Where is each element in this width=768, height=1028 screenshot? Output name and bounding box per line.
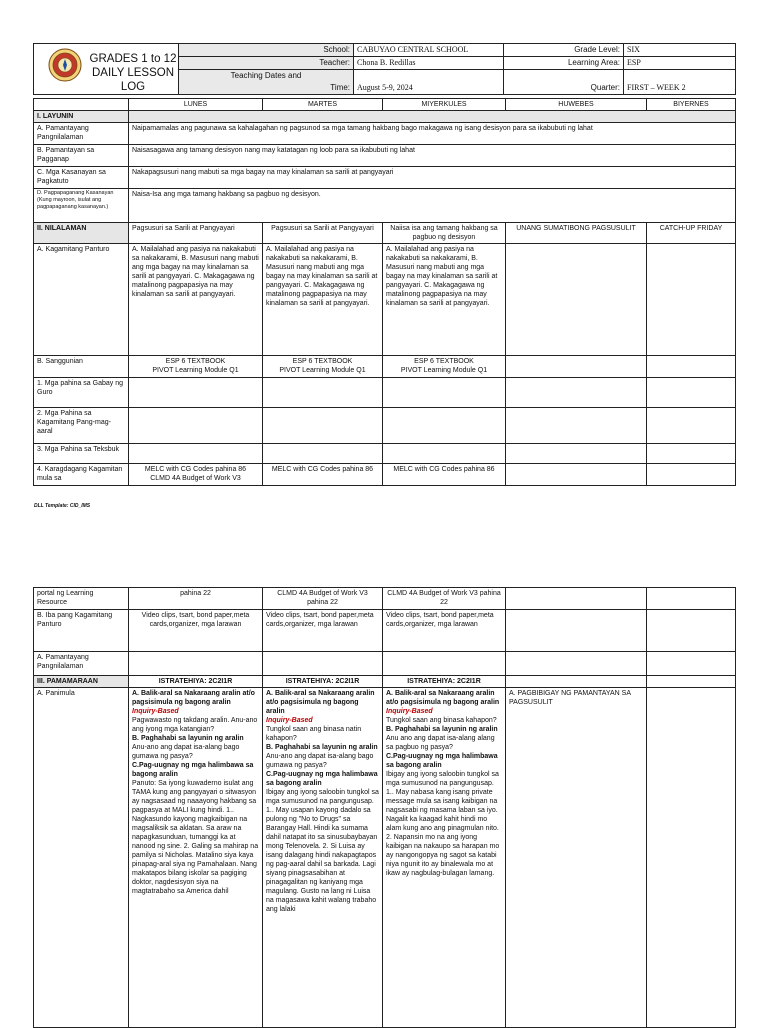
sanggunian-line-2: PIVOT Learning Module Q1	[152, 367, 239, 374]
cell-biyernes	[647, 688, 736, 1028]
miyerkules-text-2: Anu ano ang dapat isa-alang alang sa pagbuo ng pasya?	[386, 735, 495, 751]
sanggunian-line-2: PIVOT Learning Module Q1	[279, 367, 366, 374]
cell-biyernes	[647, 356, 736, 378]
section-label: II. NILALAMAN	[34, 223, 129, 244]
section-fill	[129, 111, 736, 123]
cell-lunes	[129, 356, 263, 378]
cell-lunes: Pagsusuri sa Sarili at Pangyayari	[129, 223, 263, 244]
cell-miyerkules: Video clips, tsart, bond paper,meta cards,organizer, mga larawan	[383, 610, 506, 652]
cell-miyerkules: ISTRATEHIYA: 2C2I1R	[383, 676, 506, 688]
empty-cell	[647, 444, 736, 464]
empty-cell	[506, 652, 647, 676]
cell-lunes: Video clips, tsart, bond paper,meta cards,organizer, mga larawan	[129, 610, 263, 652]
cell-lunes: pahina 22	[129, 588, 263, 610]
blank-header-cell	[34, 99, 129, 111]
empty-cell	[129, 652, 263, 676]
empty-cell	[263, 408, 383, 444]
empty-cell	[263, 444, 383, 464]
empty-cell	[506, 444, 647, 464]
table-row	[34, 378, 736, 408]
lunes-text-2: Anu-ano ang dapat isa-alang bago gumawa ng pasya?	[132, 744, 240, 760]
section-label: I. LAYUNIN	[34, 111, 129, 123]
balik-aral-heading: A. Balik-aral sa Nakaraang aralin at/o pagsisimula ng bagong aralin	[266, 690, 375, 715]
balik-aral-heading: A. Balik-aral sa Nakaraang aralin at/o pagsisimula ng bagong aralin	[386, 690, 500, 706]
row-label: A. Panimula	[34, 688, 129, 1028]
karagdagang-line-2: CLMD 4A Budget of Work V3	[150, 475, 241, 482]
dates-value: August 5-9, 2024	[354, 70, 504, 95]
empty-cell	[129, 408, 263, 444]
row-label: 3. Mga Pahina sa Teksbuk	[34, 444, 129, 464]
lunes-text-1: Pagwawasto ng takdang aralin. Anu-ano ang iyong mga katangian?	[132, 717, 258, 733]
school-value: CABUYAO CENTRAL SCHOOL	[354, 44, 504, 57]
pag-uugnay-heading: C.Pag-uugnay ng mga halimbawa sa bagong aralin	[386, 753, 498, 769]
row-label: A. Kagamitang Panturo	[34, 244, 129, 356]
cell-martes: CLMD 4A Budget of Work V3 pahina 22	[263, 588, 383, 610]
quarter-value: FIRST – WEEK 2	[624, 70, 736, 95]
table-row	[34, 408, 736, 444]
time-label: Time:	[179, 82, 354, 95]
row-label: 1. Mga pahina sa Gabay ng Guro	[34, 378, 129, 408]
empty-cell	[263, 652, 383, 676]
day-huwebes: HUWEBES	[506, 99, 647, 111]
sanggunian-line-1: ESP 6 TEXTBOOK	[292, 358, 353, 365]
nilalaman-row	[34, 223, 736, 244]
miyerkules-text-3: Ibigay ang iyong saloobin tungkol sa mga sumusunod na pangungusap. 1.. May nabasa kang isang private message mula sa isang kaibigan na nagsasabi ng masama laban sa iyo. Nagalit ka kaagad kahit hindi mo alam kung ano ang pinagmulan nito. 2. Napansin mo na ang iyong kaibigan na nakaupo sa harapan mo ay nangongopya ng sagot sa katabi niya ngunit ito ay binalewala mo at ikaw ay nagbulag-bulagan lamang.	[386, 771, 500, 877]
table-row	[34, 652, 736, 676]
table-row	[34, 444, 736, 464]
cell-huwebes	[506, 588, 647, 610]
cell-biyernes	[647, 676, 736, 688]
cell-biyernes: CATCH-UP FRIDAY	[647, 223, 736, 244]
row-label: 2. Mga Pahina sa Kagamitang Pang-mag-aaral	[34, 408, 129, 444]
cell-huwebes: A. PAGBIBIGAY NG PAMANTAYAN SA PAGSUSULIT	[506, 688, 647, 1028]
cell-biyernes	[647, 464, 736, 486]
empty-cell	[647, 408, 736, 444]
empty-cell	[129, 378, 263, 408]
cell-lunes	[129, 464, 263, 486]
dates-label: Teaching Dates and	[179, 70, 354, 83]
empty-cell	[383, 444, 506, 464]
cell-lunes: ISTRATEHIYA: 2C2I1R	[129, 676, 263, 688]
cell-miyerkules: CLMD 4A Budget of Work V3 pahina 22	[383, 588, 506, 610]
table-row	[34, 356, 736, 378]
cell-lunes	[129, 688, 263, 1028]
empty-cell	[383, 378, 506, 408]
cell-martes: MELC with CG Codes pahina 86	[263, 464, 383, 486]
empty-cell	[383, 652, 506, 676]
grade-label: Grade Level:	[504, 44, 624, 57]
template-footer: DLL Template: CID_IMS	[34, 503, 91, 509]
row-label: C. Mga Kasanayan sa Pagkatuto	[34, 167, 129, 189]
grade-value: SIX	[624, 44, 736, 57]
row-text: Naipamamalas ang pagunawa sa kahalagahan ng pagsunod sa mga tamang hakbang bago makagawa ng isang desisyon para sa ikabubuti ng lahat	[129, 123, 736, 145]
inquiry-label: Inquiry-Based	[386, 708, 433, 715]
school-label: School:	[179, 44, 354, 57]
martes-text-1: Tungkol saan ang binasa natin kahapon?	[266, 726, 362, 742]
row-label: 4. Karagdagang Kagamitan mula sa	[34, 464, 129, 486]
cell-miyerkules	[383, 688, 506, 1028]
cell-biyernes	[647, 588, 736, 610]
empty-cell	[647, 652, 736, 676]
paghahabi-heading: B. Paghahabi sa layunin ng aralin	[386, 726, 498, 733]
table-row	[34, 123, 736, 145]
paghahabi-heading: B. Paghahabi sa layunin ng aralin	[132, 735, 244, 742]
lesson-table-page1	[33, 98, 736, 486]
balik-aral-heading: A. Balik-aral sa Nakaraang aralin at/o pagsisimula ng bagong aralin	[132, 690, 255, 706]
row-label: B. Iba pang Kagamitang Panturo	[34, 610, 129, 652]
section-label: III. PAMAMARAAN	[34, 676, 129, 688]
day-miyerkules: MIYERKULES	[383, 99, 506, 111]
row-text: Nakapagsusuri nang mabuti sa mga bagay na may kinalaman sa sarili at pangyayari	[129, 167, 736, 189]
sanggunian-line-2: PIVOT Learning Module Q1	[400, 367, 488, 374]
row-label: A. Pamantayang Pangnilalaman	[34, 123, 129, 145]
day-header-row	[34, 99, 736, 111]
page-title	[88, 52, 178, 94]
cell-huwebes	[506, 356, 647, 378]
cell-martes	[263, 356, 383, 378]
cell-miyerkules: A. Mailalahad ang pasiya na nakakabuti sa nakakarami, B. Masusuri nang mabuti ang mga bagay na may kinalaman sa sarili at pangyayari. C. Makagagawa ng matalinong pagpapasiya na may kinalaman sa sarili at pangyayari.	[383, 244, 506, 356]
cell-huwebes	[506, 464, 647, 486]
karagdagang-line-1: MELC with CG Codes pahina 86	[144, 466, 247, 473]
cell-miyerkules: MELC with CG Codes pahina 86	[383, 464, 506, 486]
teacher-value: Chona B. Redillas	[354, 57, 504, 70]
table-row	[34, 167, 736, 189]
cell-biyernes	[647, 610, 736, 652]
header-logo-cell	[34, 44, 179, 95]
empty-cell	[263, 378, 383, 408]
area-label: Learning Area:	[504, 57, 624, 70]
row-text: Naisasagawa ang tamang desisyon nang may katatagan ng loob para sa ikabubuti ng lahat	[129, 145, 736, 167]
empty-cell	[506, 408, 647, 444]
pamamaraan-row	[34, 676, 736, 688]
cell-martes: Video clips, tsart, bond paper,meta cards,organizer, mga larawan	[263, 610, 383, 652]
row-label-main: D. Pagpapaganang Kasanayan	[37, 190, 114, 196]
cell-biyernes	[647, 244, 736, 356]
row-label-sub: (Kung mayroon, isulat ang pagpapaganang kasanayan.)	[37, 197, 109, 210]
area-value: ESP	[624, 57, 736, 70]
row-text: Naisa-Isa ang mga tamang hakbang sa pagbuo ng desisyon.	[129, 189, 736, 223]
cell-martes: A. Mailalahad ang pasiya na nakakabuti sa nakakarami, B. Masusuri nang mabuti ang mga bagay na may kinalaman sa sarili at pangyayari. C. Makagagawa ng matalinong pagpapasiya na may kinalaman sa sarili at pangyayari.	[263, 244, 383, 356]
day-biyernes: BIYERNES	[647, 99, 736, 111]
cell-miyerkules: Naiisa isa ang tamang hakbang sa pagbuo ng desisyon	[383, 223, 506, 244]
empty-cell	[506, 378, 647, 408]
lunes-text-3: Panuto: Sa iyong kuwaderno isulat ang TAMA kung ang pangyayari o sitwasyon ay nagsasaad ng naaayong hakbang sa pagpasya at MALI kung hindi. 1.. Nagkasundo kayong magkaibigan na magsaliksik sa aklatan. Sa araw na napagkasunduan, tumanggi ka at nanood ng sine. 2. Galing sa mahirap na pamilya si Nicholas. Matalino siya kaya pinapag-aral siya ng Pamahalaan. Nang makatapos bilang iskolar sa pagiging doktor, nagdesisyon siya na magtatrabaho sa America dahil	[132, 780, 259, 895]
table-row	[34, 244, 736, 356]
paghahabi-heading: B. Paghahabi sa layunin ng aralin	[266, 744, 378, 751]
day-martes: MARTES	[263, 99, 383, 111]
pag-uugnay-heading: C.Pag-uugnay ng mga halimbawa sa bagong aralin	[266, 771, 378, 787]
miyerkules-text-1: Tungkol saan ang binasa kahapon?	[386, 717, 497, 724]
table-row	[34, 145, 736, 167]
cell-huwebes	[506, 244, 647, 356]
cell-huwebes	[506, 610, 647, 652]
empty-cell	[647, 378, 736, 408]
table-row	[34, 610, 736, 652]
lesson-table-page2	[33, 587, 736, 1028]
sanggunian-line-1: ESP 6 TEXTBOOK	[414, 358, 474, 365]
cell-martes: Pagsusuri sa Sarili at Pangyayari	[263, 223, 383, 244]
cell-martes	[263, 688, 383, 1028]
title-line-2: DAILY LESSON LOG	[91, 67, 175, 93]
martes-text-2: Anu-ano ang dapat isa-alang bago gumawa ng pasya?	[266, 753, 374, 769]
cell-huwebes	[506, 676, 647, 688]
martes-text-3: Ibigay ang iyong saloobin tungkol sa mga sumusunod na pangungusap. 1.. May usapan kayong dadalo sa pulong ng "No to Drugs" sa Barangay Hall. Hindi ka sumama dahil natapat ito sa sinusubaybayan mong Telenovela. 2. Si Luisa ay isang dalagang hindi nakapagtapos ng pag-aaral dahil sa barkada. Lagi siyang pinagsasabihan at pinagagalitan ng kaniyang mga magulang. Gusto na lang ni Luisa na magasawa kahit walang trabaho ang lalaki	[266, 789, 379, 913]
row-label: portal ng Learning Resource	[34, 588, 129, 610]
pag-uugnay-heading: C.Pag-uugnay ng mga halimbawa sa bagong aralin	[132, 762, 254, 778]
deped-seal-icon	[48, 48, 82, 82]
row-label	[34, 189, 129, 223]
section-layunin	[34, 111, 736, 123]
header-table	[33, 43, 736, 95]
cell-miyerkules	[383, 356, 506, 378]
inquiry-label: Inquiry-Based	[266, 717, 313, 724]
teacher-label: Teacher:	[179, 57, 354, 70]
empty-cell	[383, 408, 506, 444]
sanggunian-line-1: ESP 6 TEXTBOOK	[165, 358, 226, 365]
cell-huwebes: UNANG SUMATIBONG PAGSUSULIT	[506, 223, 647, 244]
panimula-row	[34, 688, 736, 1028]
quarter-label: Quarter:	[504, 70, 624, 95]
row-label: A. Pamantayang Pangnilalaman	[34, 652, 129, 676]
empty-cell	[129, 444, 263, 464]
day-lunes: LUNES	[129, 99, 263, 111]
table-row	[34, 588, 736, 610]
title-line-1: GRADES 1 to 12	[89, 53, 177, 65]
table-row	[34, 464, 736, 486]
cell-lunes: A. Mailalahad ang pasiya na nakakabuti sa nakakarami, B. Masusuri nang mabuti ang mga bagay na may kinalaman sa sarili at pangyayari. C. Makagagawa ng matalinong pagpapasiya na may kinalaman sa sarili at pangyayari.	[129, 244, 263, 356]
row-label: B. Sanggunian	[34, 356, 129, 378]
row-label: B. Pamantayan sa Pagganap	[34, 145, 129, 167]
table-row	[34, 189, 736, 223]
cell-martes: ISTRATEHIYA: 2C2I1R	[263, 676, 383, 688]
inquiry-label: Inquiry-Based	[132, 708, 179, 715]
